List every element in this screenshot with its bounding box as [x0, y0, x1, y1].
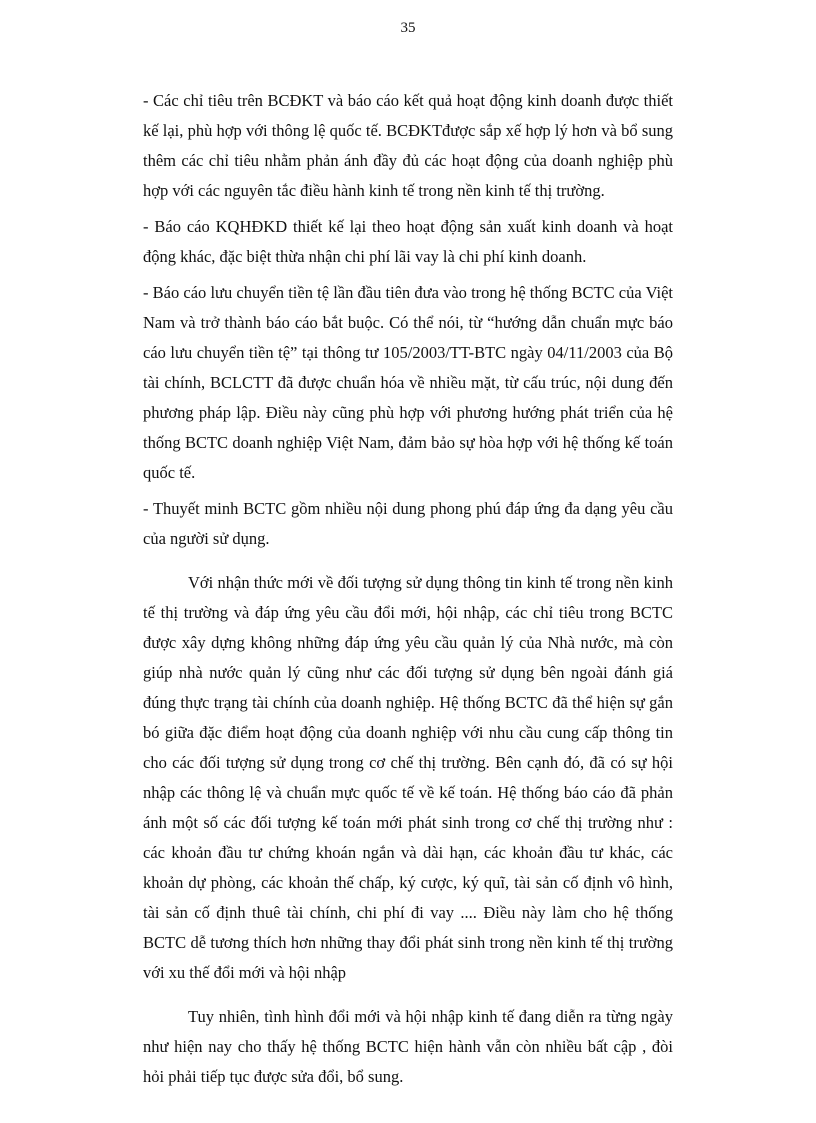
bullet-balance-sheet: - Các chỉ tiêu trên BCĐKT và báo cáo kết quả hoạt động kinh doanh được thiết kế lại, phù hợp với thông lệ quốc tế. BCĐKTđược sắp xế hợp lý hơn và bổ sung thêm các chỉ tiêu nhằm phản ánh đầy đủ các hoạt động của doanh nghiệp phù hợp với các nguyên tắc điều hành kinh tế trong nền kinh tế thị trường.	[143, 91, 673, 200]
bullet-income-statement: - Báo cáo KQHĐKD thiết kế lại theo hoạt động sản xuất kinh doanh và hoạt động khác, đặc biệt thừa nhận chi phí lãi vay là chi phí kinh doanh.	[143, 217, 673, 266]
document-body	[143, 86, 673, 1106]
page-number: 35	[400, 20, 416, 36]
bullet-cash-flow: - Báo cáo lưu chuyển tiền tệ lần đầu tiên đưa vào trong hệ thống BCTC của Việt Nam và trở thành báo cáo bắt buộc. Có thể nói, từ “hướng dẫn chuẩn mực báo cáo lưu chuyển tiền tệ” tại thông tư 105/2003/TT-BTC ngày 04/11/2003 của Bộ tài chính, BCLCTT đã được chuẩn hóa về nhiều mặt, từ cấu trúc, nội dung đến phương pháp lập. Điều này cũng phù hợp với phương hướng phát triển của hệ thống BCTC doanh nghiệp Việt Nam, đảm bảo sự hòa hợp với hệ thống kế toán quốc tế.	[143, 283, 673, 482]
paragraph-new-awareness: Với nhận thức mới về đối tượng sử dụng thông tin kinh tế trong nền kinh tế thị trường và đáp ứng yêu cầu đổi mới, hội nhập, các chỉ tiêu trong BCTC được xây dựng không những đáp ứng yêu cầu quản lý của Nhà nước, mà còn giúp nhà nước quản lý cũng như các đối tượng sử dụng bên ngoài đánh giá đúng thực trạng tài chính của doanh nghiệp. Hệ thống BCTC đã thể hiện sự gắn bó giữa đặc điểm hoạt động của doanh nghiệp với nhu cầu cung cấp thông tin cho các đối tượng sử dụng trong cơ chế thị trường. Bên cạnh đó, đã có sự hội nhập các thông lệ và chuẩn mực quốc tế về kế toán. Hệ thống báo cáo đã phản ánh một số các đối tượng kế toán mới phát sinh trong cơ chế thị trường như : các khoản đầu tư chứng khoán ngắn và dài hạn, các khoản đầu tư khác, các khoản dự phòng, các khoản thế chấp, ký cược, ký quĩ, tài sản cố định vô hình, tài sản cố định thuê tài chính, chi phí đi vay .... Điều này làm cho hệ thống BCTC dễ tương thích hơn những thay đổi phát sinh trong nền kinh tế thị trường với xu thế đổi mới và hội nhập	[143, 573, 673, 982]
bullet-notes: - Thuyết minh BCTC gồm nhiều nội dung phong phú đáp ứng đa dạng yêu cầu của người sử dụng.	[143, 499, 673, 548]
paragraph-however: Tuy nhiên, tình hình đổi mới và hội nhập kinh tế đang diễn ra từng ngày như hiện nay cho thấy hệ thống BCTC hiện hành vẫn còn nhiều bất cập , đòi hỏi phải tiếp tục được sửa đổi, bổ sung.	[143, 1007, 673, 1086]
